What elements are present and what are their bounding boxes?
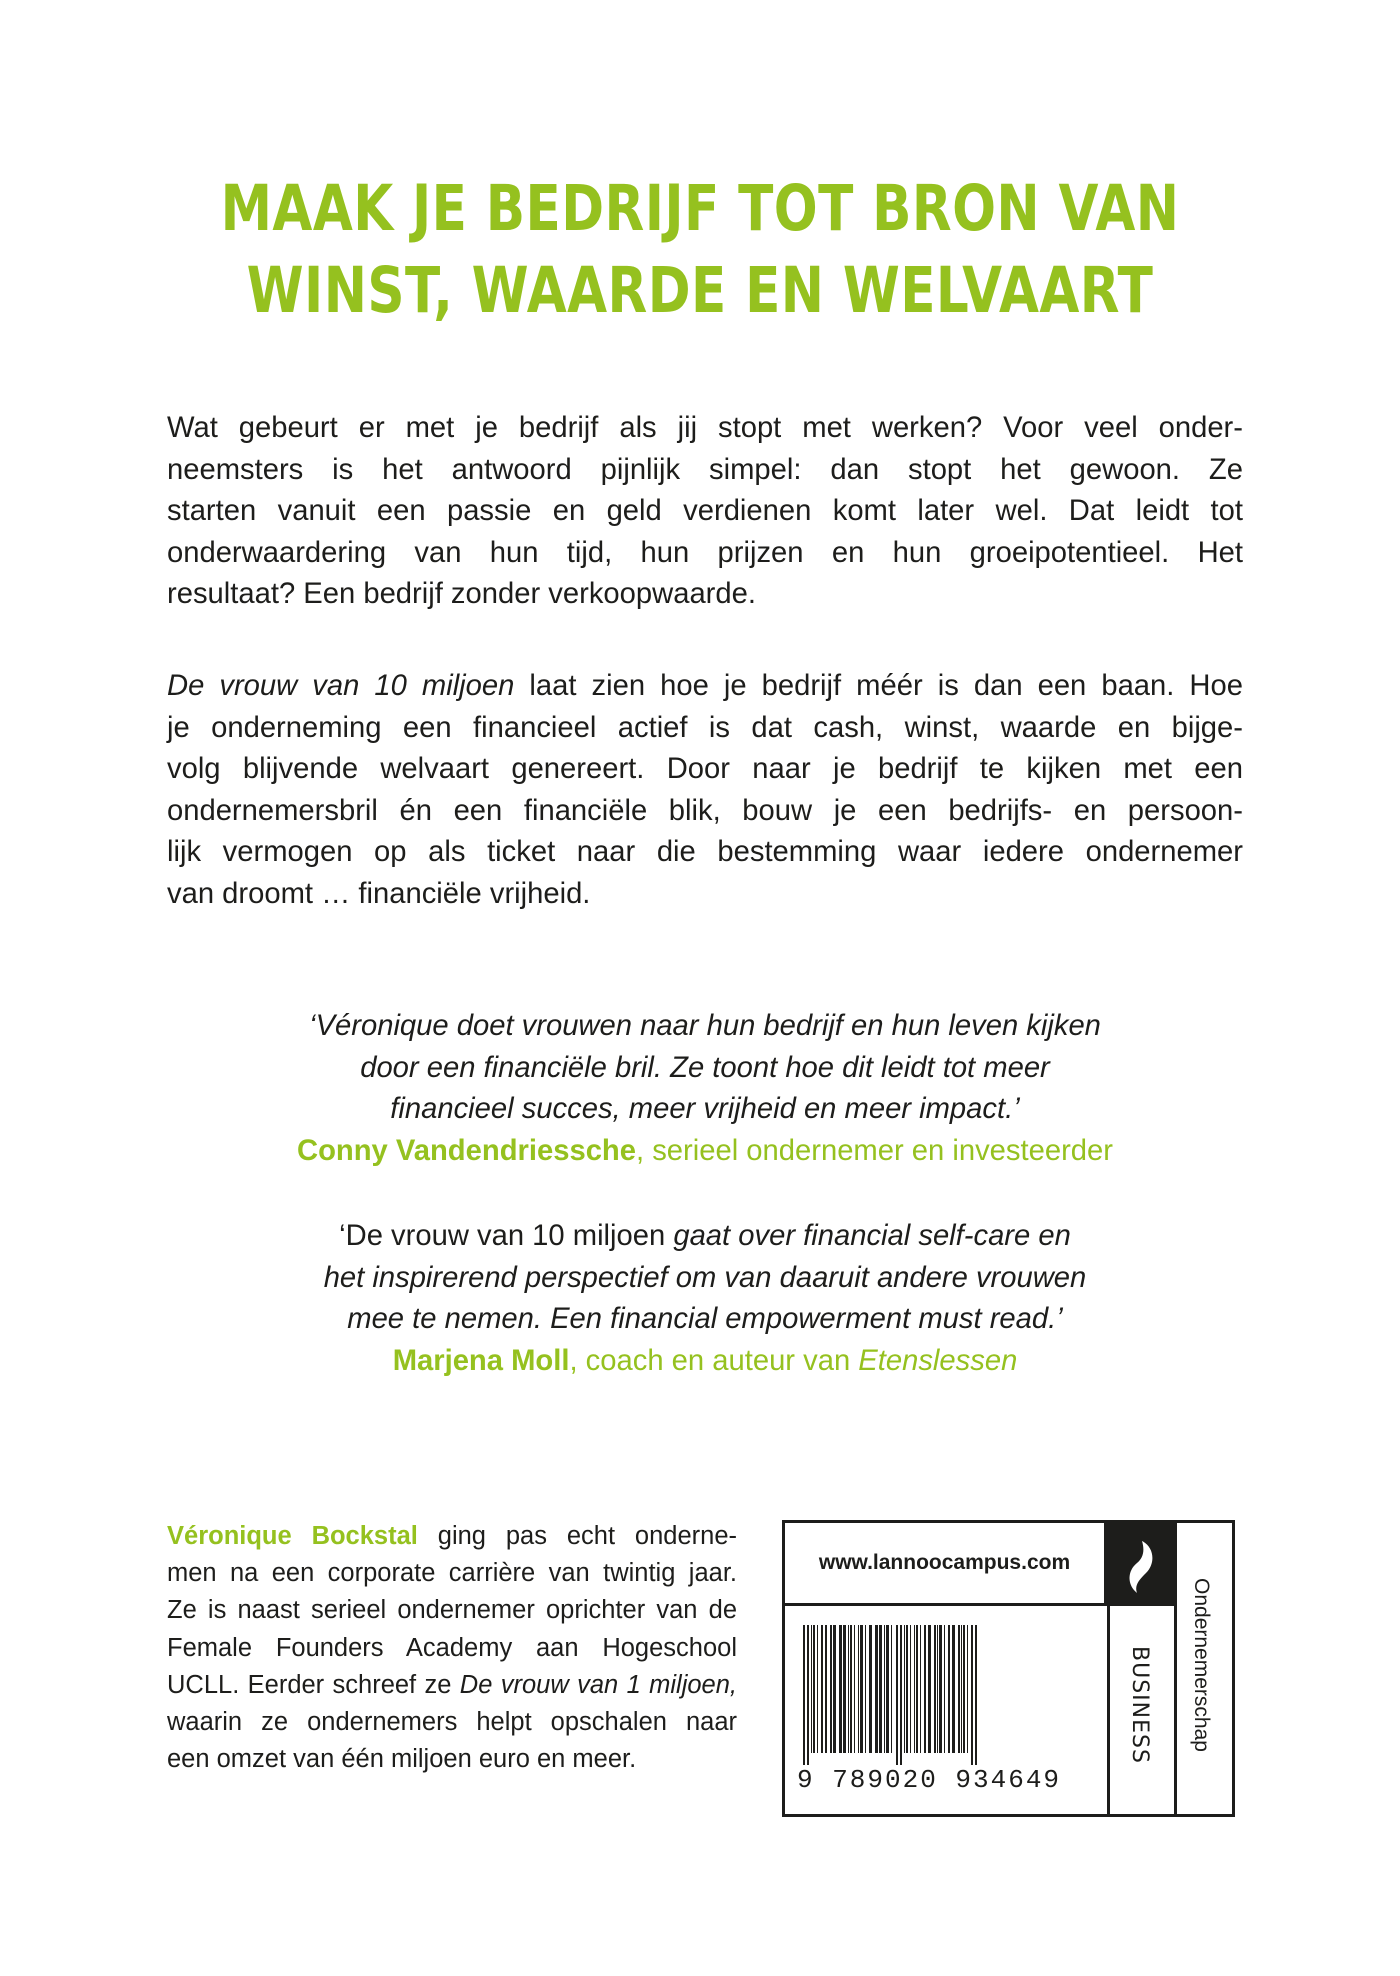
barcode-bar bbox=[817, 1625, 818, 1753]
subcategory-column bbox=[1177, 1523, 1232, 1814]
barcode-bar bbox=[869, 1625, 872, 1753]
barcode-bar bbox=[934, 1625, 936, 1753]
barcode-bar bbox=[971, 1625, 973, 1765]
author-bio bbox=[167, 1518, 737, 1778]
barcode-bar bbox=[850, 1625, 852, 1753]
blurb-line: Wat gebeurt er met je bedrijf als jij stopt met werken? Voor veel onder- bbox=[167, 412, 1243, 444]
barcode-bar bbox=[811, 1625, 812, 1753]
blurb-paragraph-2 bbox=[167, 666, 1243, 915]
barcode-bar bbox=[803, 1625, 805, 1765]
category-label: BUSINESS bbox=[1127, 1646, 1152, 1764]
blurb-line: volg blijvende welvaart genereert. Door naar je bedrijf te kijken met een bbox=[167, 753, 1243, 785]
bio-text: UCLL. Eerder schreef ze bbox=[167, 1670, 460, 1699]
headline-line-2: WINST, WAARDE EN WELVAART bbox=[246, 254, 1154, 327]
bio-line: een omzet van één miljoen euro en meer. bbox=[167, 1745, 637, 1774]
back-cover-headline bbox=[0, 168, 1400, 332]
blurb-line: lijk vermogen op als ticket naar die bestemming waar iedere ondernemer bbox=[167, 836, 1243, 868]
barcode-bar bbox=[884, 1625, 885, 1753]
quote-author: Marjena Moll bbox=[392, 1344, 570, 1377]
barcode-bar bbox=[914, 1625, 915, 1753]
bio-line: men na een corporate carrière van twintig jaar. bbox=[167, 1559, 737, 1588]
barcode-bar bbox=[825, 1625, 827, 1753]
barcode-bar bbox=[944, 1625, 945, 1753]
category-column bbox=[1107, 1606, 1177, 1814]
author-name: Véronique Bockstal bbox=[167, 1522, 418, 1550]
barcode-bar bbox=[937, 1625, 938, 1753]
headline-line-1: MAAK JE BEDRIJF TOT BRON VAN bbox=[220, 172, 1180, 245]
blurb-text: laat zien hoe je bedrijf méér is dan een baan. Hoe bbox=[514, 670, 1243, 702]
barcode-bar bbox=[939, 1625, 942, 1753]
barcode-bar bbox=[952, 1625, 955, 1753]
barcode-panel bbox=[782, 1520, 1235, 1817]
bio-text: ging pas echt onderne- bbox=[417, 1522, 737, 1550]
quote-line: financieel succes, meer vrijheid en meer impact.’ bbox=[390, 1093, 1020, 1125]
barcode-bar bbox=[916, 1625, 918, 1753]
quote-author-book: Etenslessen bbox=[858, 1344, 1018, 1377]
barcode-bar bbox=[904, 1625, 905, 1753]
publisher-url: www.lannoocampus.com bbox=[785, 1523, 1107, 1606]
quote-line bbox=[167, 1216, 1243, 1258]
barcode-bar bbox=[975, 1625, 977, 1765]
quote-line: ‘Véronique doet vrouwen naar hun bedrijf en hun leven kijken bbox=[309, 1010, 1101, 1042]
bio-line bbox=[167, 1518, 737, 1555]
bio-line: Female Founders Academy aan Hogeschool bbox=[167, 1633, 737, 1662]
barcode-bar bbox=[948, 1625, 950, 1753]
quote-author-role: , coach en auteur van bbox=[569, 1344, 859, 1377]
blurb-line bbox=[167, 666, 1243, 708]
barcode-bar bbox=[891, 1625, 892, 1753]
quote-open: ‘De vrouw van 10 miljoen bbox=[339, 1220, 666, 1252]
subcategory-label: Ondernemerschap bbox=[1190, 1578, 1213, 1752]
endorsement-quote-1 bbox=[167, 1006, 1243, 1172]
barcode-bar bbox=[839, 1625, 842, 1753]
bio-line: Ze is naast serieel ondernemer oprichter van de bbox=[167, 1596, 737, 1625]
blurb-paragraph-1 bbox=[167, 408, 1243, 616]
blurb-line: neemsters is het antwoord pijnlijk simpel: dan stopt het gewoon. Ze bbox=[167, 453, 1243, 486]
lannoo-leaf-icon bbox=[1107, 1523, 1177, 1606]
blurb-line: onderwaardering van hun tijd, hun prijzen en hun groeipotentieel. Het bbox=[167, 536, 1243, 569]
barcode-bar bbox=[843, 1625, 846, 1753]
barcode-bar bbox=[920, 1625, 921, 1753]
barcode-bar bbox=[830, 1625, 832, 1753]
barcode-bar bbox=[896, 1625, 898, 1765]
bio-book-title: De vrouw van 1 miljoen, bbox=[459, 1670, 737, 1699]
barcode-bar bbox=[958, 1625, 960, 1753]
quote-attribution bbox=[167, 1131, 1243, 1173]
barcode-bar bbox=[879, 1625, 882, 1753]
blurb-line: van droomt … financiële vrijheid. bbox=[167, 877, 591, 910]
barcode-bar bbox=[906, 1625, 908, 1753]
barcode-bar bbox=[807, 1625, 809, 1765]
blurb-line: je onderneming een financieel actief is dat cash, winst, waarde en bijge- bbox=[167, 711, 1243, 744]
barcode-bar bbox=[886, 1625, 889, 1753]
bio-line bbox=[167, 1667, 737, 1704]
quote-text: gaat over financial self-care en bbox=[665, 1220, 1071, 1252]
blurb-line: starten vanuit een passie en geld verdienen komt later wel. Dat leidt tot bbox=[167, 495, 1243, 527]
quote-author-role: , serieel ondernemer en investeerder bbox=[636, 1134, 1113, 1167]
barcode-bar bbox=[854, 1625, 855, 1753]
quote-line: door een financiële bril. Ze toont hoe dit leidt tot meer bbox=[360, 1051, 1050, 1084]
barcode-bar bbox=[967, 1625, 968, 1753]
isbn-number: 9 789020 934649 bbox=[797, 1765, 1062, 1795]
barcode-bar bbox=[860, 1625, 863, 1753]
isbn-barcode bbox=[797, 1625, 1097, 1765]
blurb-line: resultaat? Een bedrijf zonder verkoopwaarde. bbox=[167, 578, 756, 610]
barcode-bar bbox=[928, 1625, 931, 1753]
blurb-line: ondernemersbril én een financiële blik, bouw je een bedrijfs- en persoon- bbox=[167, 794, 1243, 827]
barcode-bar bbox=[924, 1625, 926, 1753]
quote-line: mee te nemen. Een financial empowerment must read.’ bbox=[347, 1303, 1063, 1335]
quote-line: het inspirerend perspectief om van daaruit andere vrouwen bbox=[323, 1261, 1087, 1294]
quote-author: Conny Vandendriessche bbox=[296, 1134, 636, 1167]
barcode-bar bbox=[813, 1625, 815, 1753]
endorsement-quote-2 bbox=[167, 1216, 1243, 1382]
barcode-bar bbox=[848, 1625, 849, 1753]
barcode-bar bbox=[875, 1625, 878, 1753]
barcode-bar bbox=[833, 1625, 836, 1753]
book-title: De vrouw van 10 miljoen bbox=[167, 670, 515, 702]
barcode-bar bbox=[821, 1625, 823, 1753]
quote-attribution bbox=[167, 1341, 1243, 1383]
barcode-bar bbox=[963, 1625, 965, 1753]
barcode-bar bbox=[961, 1625, 962, 1753]
barcode-bar bbox=[900, 1625, 902, 1765]
bio-line: waarin ze ondernemers helpt opschalen naar bbox=[167, 1708, 737, 1737]
barcode-bar bbox=[910, 1625, 911, 1753]
barcode-bar bbox=[865, 1625, 866, 1753]
barcode-bar bbox=[858, 1625, 859, 1753]
